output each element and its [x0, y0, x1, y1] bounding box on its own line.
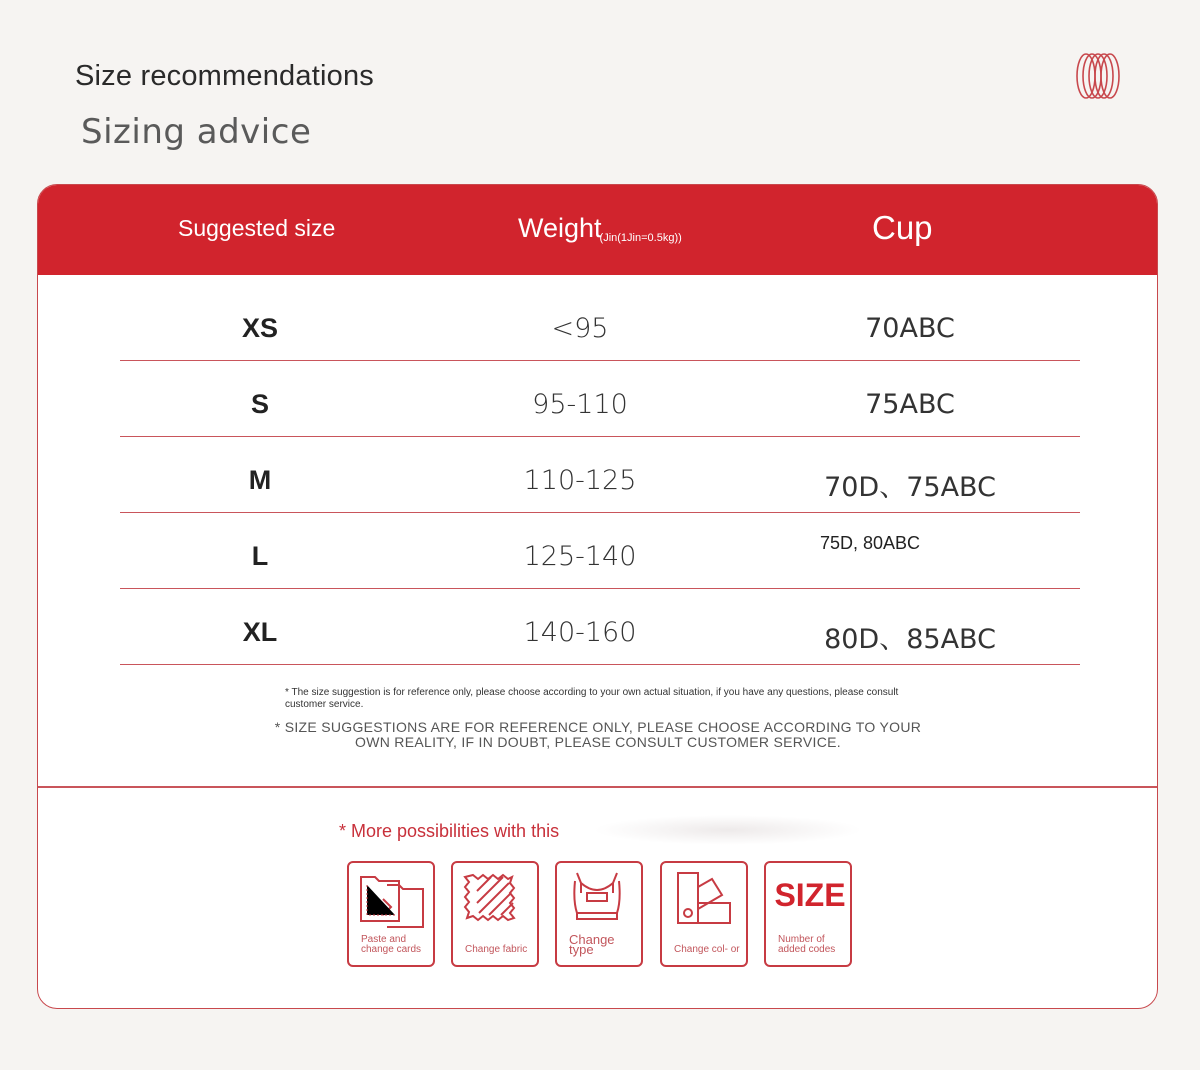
tile-change-type[interactable]	[555, 861, 643, 967]
more-possibilities-label: * More possibilities with this	[339, 821, 560, 841]
tile-change-fabric[interactable]	[451, 861, 539, 967]
tile-label: Paste and change cards	[361, 934, 422, 955]
cell-size: L	[251, 541, 269, 571]
cell-weight: 95-110	[532, 389, 628, 420]
section-divider	[38, 786, 1157, 788]
cell-weight: 125-140	[523, 541, 637, 572]
header-size: Suggested size	[178, 215, 336, 241]
cell-weight: 110-125	[523, 465, 637, 496]
tile-paste-cards[interactable]	[347, 861, 435, 967]
cell-size: M	[248, 465, 272, 495]
tile-add-codes[interactable]	[764, 861, 852, 967]
table-row	[120, 513, 1080, 589]
cell-cup: 70D、75ABC	[824, 472, 996, 503]
cell-size: XS	[241, 313, 279, 343]
page-subtitle: Sizing advice	[81, 112, 312, 152]
page-title: Size recommendations	[75, 60, 374, 92]
reference-note-caps: * SIZE SUGGESTIONS ARE FOR REFERENCE ONLY, PLEASE CHOOSE ACCORDING TO YOUR OWN REALITY, IF IN DOUBT, PLEASE CONSULT CUSTOMER SERVICE.	[274, 719, 922, 750]
cell-cup: 70ABC	[865, 313, 955, 344]
table-header	[38, 185, 1157, 275]
table-row	[120, 437, 1080, 513]
header-weight-note: (Jin(1Jin=0.5kg))	[599, 232, 682, 244]
cell-cup: 80D、85ABC	[824, 624, 996, 655]
size-icon: SIZE	[774, 877, 846, 913]
header-cup: Cup	[872, 209, 933, 246]
table-row	[120, 285, 1080, 361]
blurred-text	[593, 815, 863, 845]
bra-icon	[565, 869, 635, 931]
reference-note: * The size suggestion is for reference only, please choose according to your own actual situation, if you have any questions, please consult customer service.	[285, 687, 899, 710]
header-weight	[518, 213, 684, 244]
header-weight-label: Weight	[518, 213, 602, 243]
tile-label: Change fabric	[465, 944, 528, 955]
color-swatch-icon	[670, 869, 740, 931]
size-chart-card	[37, 184, 1158, 1009]
table-row	[120, 589, 1080, 665]
size-table	[120, 285, 1080, 665]
cell-size: XL	[242, 617, 278, 647]
cell-cup: 75ABC	[865, 389, 955, 420]
cell-size: S	[250, 389, 269, 419]
cell-weight: <95	[551, 313, 609, 344]
rings-icon	[1074, 52, 1122, 100]
tile-label: Number of added codes	[778, 934, 836, 955]
tile-label: Change type	[569, 932, 615, 957]
cards-icon	[357, 869, 427, 931]
cell-cup: 75D, 80ABC	[819, 533, 921, 553]
tile-label: Change col- or	[674, 944, 740, 955]
cell-weight: 140-160	[523, 617, 637, 648]
tile-change-color[interactable]	[660, 861, 748, 967]
table-row	[120, 361, 1080, 437]
fabric-icon	[461, 869, 531, 931]
